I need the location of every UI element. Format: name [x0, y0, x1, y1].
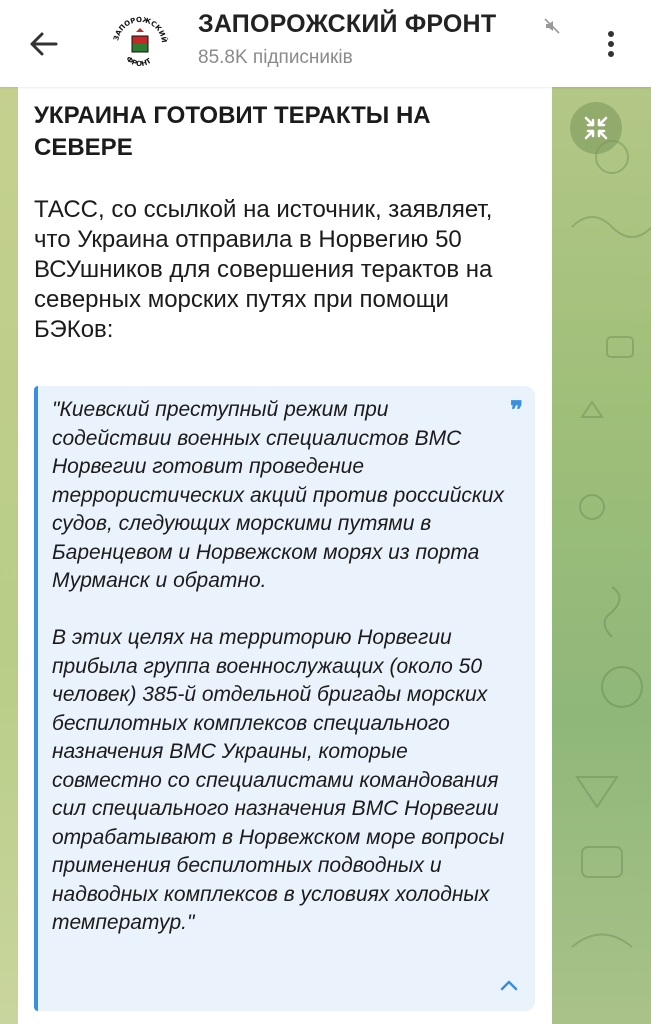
wallpaper-left	[0, 87, 18, 1024]
channel-title[interactable]: ЗАПОРОЖСКИЙ ФРОНТ	[198, 10, 497, 38]
chat-header	[0, 0, 651, 87]
svg-text:ЗАПОРОЖСКИЙ: ЗАПОРОЖСКИЙ	[112, 15, 169, 44]
arrow-left-icon	[30, 32, 58, 56]
collapse-fab-button[interactable]	[570, 102, 622, 154]
quote-paragraph: "Киевский преступный режим при содействии военных специалистов ВМС Норвегии готовит проведение террористических акций против российских судов, следующих морскими путями в Баренцевом и Норвежском морях из порта Мурманск и обратно.	[52, 398, 504, 592]
blockquote	[34, 386, 535, 1011]
quote-text	[52, 396, 507, 966]
subscriber-count: 85.8K підписників	[198, 47, 353, 68]
quote-icon: ❞	[510, 395, 523, 424]
back-button[interactable]	[22, 22, 66, 66]
channel-logo	[108, 12, 172, 76]
more-menu-button[interactable]	[596, 24, 626, 64]
chevron-up-icon	[500, 979, 518, 991]
post-body: ТАСС, со ссылкой на источник, заявляет, что Украина отправила в Норвегию 50 ВСУшников для совершения терактов на северных морских путях при помощи БЭКов:	[34, 196, 493, 343]
more-vertical-icon	[607, 30, 615, 58]
collapse-quote-button[interactable]	[497, 973, 521, 997]
mute-icon	[542, 16, 562, 36]
wallpaper-doodles	[552, 87, 651, 1024]
svg-text:ФРОНТ: ФРОНТ	[124, 54, 153, 69]
collapse-arrows-icon	[583, 115, 609, 141]
channel-avatar[interactable]	[108, 12, 172, 76]
post-title: УКРАИНА ГОТОВИТ ТЕРАКТЫ НА СЕВЕРЕ	[34, 102, 431, 161]
quote-paragraph: В этих целях на территорию Норвегии прибыла группа военнослужащих (около 50 человек) 385-й отдельной бригады морских беспилотных комплексов специального назначения ВМС Украины, которые совместно со специалистами командования сил специального назначения ВМС Норвегии отрабатывают в Норвежском море вопросы применения беспилотных подводных и надводных комплексов в условиях холодных температур."	[52, 626, 505, 934]
